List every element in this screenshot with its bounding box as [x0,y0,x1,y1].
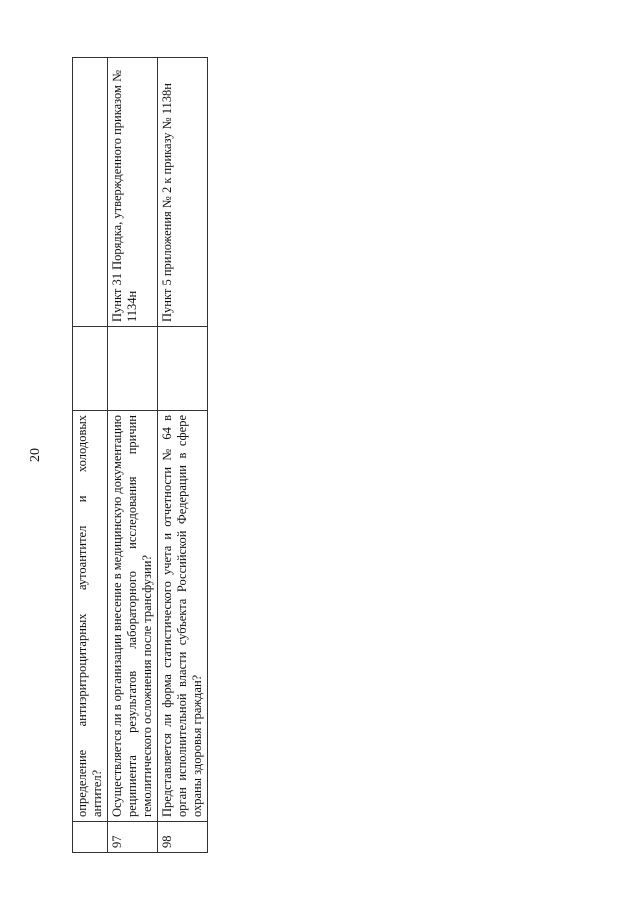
row-number-cell [73,822,108,853]
empty-cell [158,327,208,411]
reference-cell [73,58,108,327]
row-number-cell: 97 [108,822,158,853]
question-cell: Осуществляется ли в организации внесение в медицинскую документацию реципиента результатов лабораторного исследования причин гемолитического осложнения после трансфузии? [108,411,158,822]
checklist-table [72,57,208,853]
row-number-cell: 98 [158,822,208,853]
question-cell [73,411,108,822]
reference-cell: Пункт 5 приложения № 2 к приказу № 1138н [158,58,208,327]
table-row [73,58,108,853]
question-cell: Представляется ли форма статистического учета и отчетности № 64 в орган исполнительной власти субъекта Российской Федерации в сфере охраны здоровья граждан? [158,411,208,822]
question-text: антител? [90,769,104,817]
empty-cell [108,327,158,411]
table-row [108,58,158,853]
question-text-line: определение антиэритроцитарных аутоантител и холодовых [75,415,89,817]
page-number: 20 [28,448,43,462]
reference-cell: Пункт 31 Порядка, утвержденного приказом № 1134н [108,58,158,327]
table-row [158,58,208,853]
empty-cell [73,327,108,411]
rotated-table-wrapper [72,69,204,853]
